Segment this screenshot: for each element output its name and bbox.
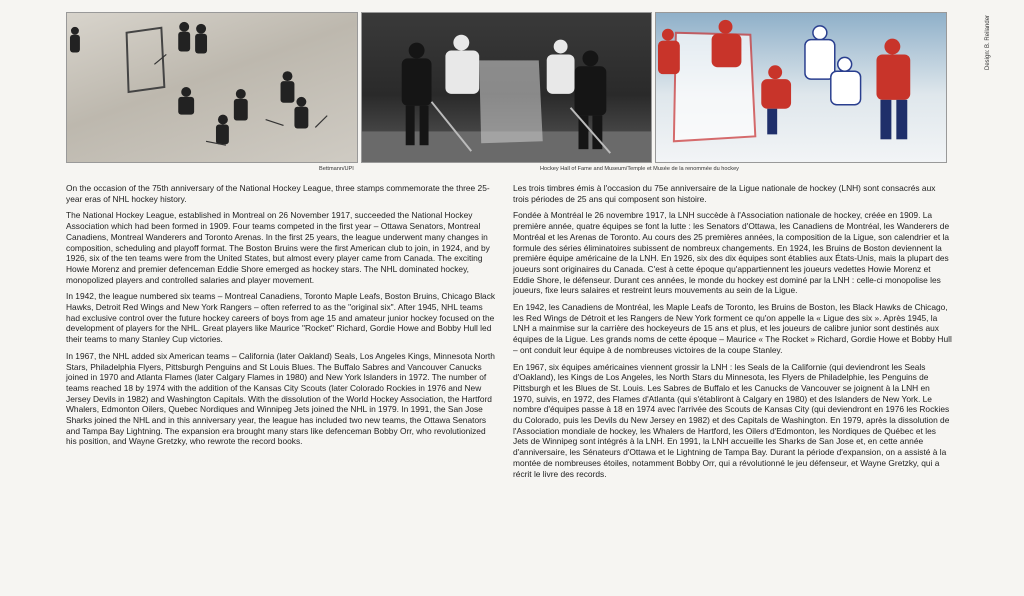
french-first-era-paragraph: Fondée à Montréal le 26 novembre 1917, la LNH succède à l'Association nationale de hockey, créée en 1909. La première année, quatre équipes se font la lutte : les Senators d'Ottawa, les Canadiens de Montréal, les Wanderers de Montréal et les Arenas de Toronto. Au cours des 25 premières années, la composition de la Ligue, son calendrier et la formule des séries éliminatoires subissent de nombreux changements. En 1924, les Bruins de Boston deviennent la première équipe américaine de la LNH. En 1926, six des dix équipes sont établies aux États-Unis, mais la plupart des joueurs sont originaires du Canada. C'est à cette époque qu'appartiennent les joueurs vedettes Howie Morenz et Eddie Shore, le défenseur. Durant ces années, le monde du hockey est dominé par la LNH : celle-ci monopolise les joueurs, fixe leurs salaires et restreint leurs mouvements au sein de la Ligue. (513, 210, 950, 296)
french-intro-paragraph: Les trois timbres émis à l'occasion du 75e anniversaire de la Ligue nationale de hockey (LNH) sont consacrés aux trois périodes de 25 ans qui composent son histoire. (513, 183, 936, 204)
photo-early-era-illustration (67, 13, 357, 162)
photo-expansion-era-illustration (656, 13, 946, 162)
photo-credit-bettmann: Bettmann/UPI (319, 166, 354, 172)
designer-credit: Design: B. Reilander (985, 14, 991, 70)
english-intro-paragraph: On the occasion of the 75th anniversary of the National Hockey League, three stamps commemorate the three 25-year eras of NHL hockey history. (66, 183, 490, 204)
photo-expansion-era (655, 12, 947, 163)
english-expansion-paragraph: In 1967, the NHL added six American teams – California (later Oakland) Seals, Los Angeles Kings, Minnesota North Stars, Philadelphia Flyers, Pittsburgh Penguins and St Louis Blues. The Buffalo Sabres and Vancouver Canucks joined in 1970 and Atlanta Flames (later Calgary Flames in 1980) and New York Islanders in 1972. The number of teams reached 18 by 1974 with the addition of the Kansas City Scouts (later Colorado Rockies in 1976 and New Jersey Devils in 1982) and Washington Capitals. With the dissolution of the World Hockey Association, the Hartford Whalers, Edmonton Oilers, Quebec Nordiques and Winnipeg Jets joined the NHL in 1979. In 1991, the San Jose Sharks joined the NHL and in this anniversary year, the league has included two new teams, the Ottawa Senators and Tampa Bay Lightning. The expansion era brought many stars like defenceman Bobby Orr, who revolutionized his position, and Wayne Gretzky, who rewrote the record books. (66, 350, 495, 447)
french-original-six-paragraph: En 1942, les Canadiens de Montréal, les Maple Leafs de Toronto, les Bruins de Boston, les Black Hawks de Chicago, les Red Wings de Détroit et les Rangers de New York forment ce qu'on appelle la « Ligue des six ». Après 1945, la LNH a mainmise sur la carrière des hockeyeurs de 15 ans et plus, et les joueurs de calibre junior sont destinés aux équipes de la Ligue. Les grands noms de cette époque – Maurice « The Rocket » Richard, Gordie Howe et Bobby Hull – ont conduit leur équipe à de nombreuses victoires de la coupe Stanley. (513, 302, 952, 355)
photo-original-six-era (361, 12, 652, 163)
french-expansion-paragraph: En 1967, six équipes américaines viennent grossir la LNH : les Seals de la Californie (qui deviendront les Seals d'Oakland), les Kings de Los Angeles, les North Stars du Minnesota, les Flyers de Philadelphie, les Penguins de Pittsburgh et les Blues de St. Louis. Les Sabres de Buffalo et les Canucks de Vancouver se joignent à la LNH en 1970, suivis, en 1972, des Flames d'Atlanta (qui s'établiront à Calgary en 1980) et des Islanders de New York. Le nombre d'équipes passe à 18 en 1974 avec l'arrivée des Scouts de Kansas City (qui deviendront en 1976 les Rockies du Colorado, puis les Devils du New Jersey en 1982) et des Capitals de Washington. En 1979, après la dissolution de l'Association mondiale de hockey, les Whalers de Hartford, les Oilers d'Edmonton, les Nordiques de Québec et les Jets de Winnipeg sont intégrés à la LNH. En 1991, la LNH accueille les Sharks de San Jose et, en cette année d'anniversaire, les Sénateurs d'Ottawa et le Lightning de Tampa Bay. Durant la période d'expansion, on a assisté à la montée de nombreuses étoiles, notamment Bobby Orr, qui a révolutionné le jeu défenseur, et Wayne Gretzky, qui a récrit le livre des records. (513, 361, 950, 479)
english-column (66, 183, 498, 453)
english-first-era-paragraph: The National Hockey League, established in Montreal on 26 November 1917, succeeded the National Hockey Association which had been formed in 1909. Four teams competed in the first year – Ottawa Senators, Montreal Canadiens, Montreal Wanderers and Toronto Arenas. In the first 25 years, the league underwent many changes in composition, scheduling and playoff format. The Boston Bruins were the first American club to join, in 1924, and by 1926, six of the ten teams were from the United States, but almost every player came from Canada. The exciting Howie Morenz and premier defenceman Eddie Shore emerged as hockey stars. The NHL dominated hockey, monopolized players and controlled salaries and player movement. (66, 210, 490, 285)
french-column (513, 183, 953, 485)
photo-credit-hockey-hall-of-fame: Hockey Hall of Fame and Museum/Temple et Musée de la renommée du hockey (540, 166, 739, 172)
photo-original-six-illustration (362, 13, 651, 162)
english-original-six-paragraph: In 1942, the league numbered six teams – Montreal Canadiens, Toronto Maple Leafs, Boston Bruins, Chicago Black Hawks, Detroit Red Wings and New York Rangers – often referred to as the "original six". After 1945, NHL teams had exclusive control over the future hockey careers of boys from age 15 and amateur junior hockey focused on the development of players for the NHL. Great players like Maurice "Rocket" Richard, Gordie Howe and Bobby Hull led their teams to many Stanley Cup victories. (66, 291, 496, 345)
photo-early-era-hockey-game (66, 12, 358, 163)
